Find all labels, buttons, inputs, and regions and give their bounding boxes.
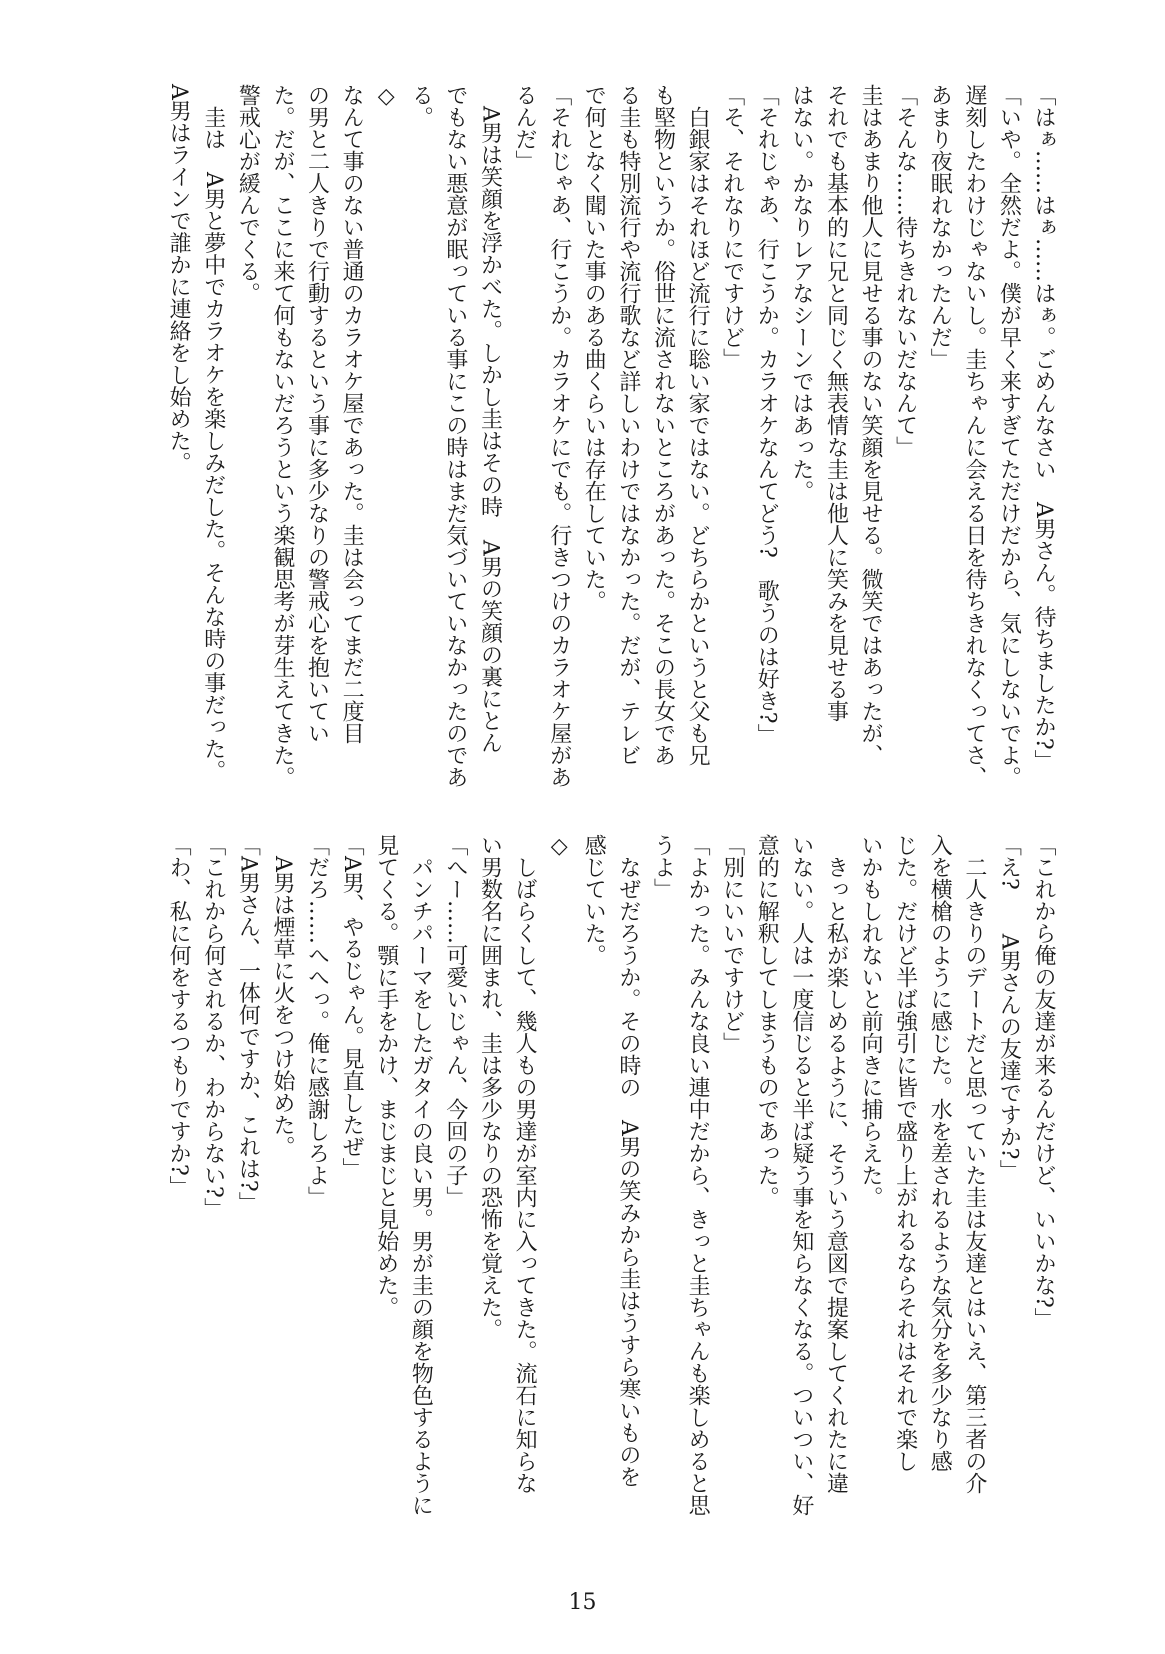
text-column: あまり夜眠れなかったんだ」 [927, 84, 953, 370]
text-block-top [140, 84, 1060, 824]
text-column: いかもしれないと前向きに捕らえた。 [858, 834, 884, 1208]
text-column: A男はラインで誰かに連絡をし始めた。 [166, 84, 192, 474]
text-column: 圭は A男と夢中でカラオケを楽しみだした。そんな時の事だった。 [200, 84, 226, 782]
text-column: 「だろ……へへっ。俺に感謝しろよ」 [304, 834, 330, 1208]
text-column: でもない悪意が眠っている事にこの時はまだ気づいていなかったのであ [442, 84, 468, 788]
text-column: 見てくる。顎に手をかけ、まじまじと見始めた。 [373, 834, 399, 1318]
text-column: 意的に解釈してしまうものであった。 [754, 834, 780, 1208]
text-column: じた。だけど半ば強引に皆で盛り上がれるならそれはそれで楽し [892, 834, 918, 1472]
text-column: 警戒心が緩んでくる。 [235, 84, 261, 304]
text-column: 感じていた。 [581, 834, 607, 966]
text-column: 遅刻したわけじゃないし。圭ちゃんに会える日を待ちきれなくってさ、 [961, 84, 987, 788]
text-column: きっと私が楽しめるように、そういう意図で提案してくれたに違 [823, 834, 849, 1494]
text-column: 「これから何されるか、わからない?」 [200, 834, 226, 1220]
text-column: しばらくして、幾人もの男達が室内に入ってきた。流石に知らな [512, 834, 538, 1494]
text-column: 「A男さん、一体何ですか、これは?」 [235, 834, 261, 1214]
text-column: 「いや。全然だよ。僕が早く来すぎてただけだから、気にしないでよ。 [996, 84, 1022, 788]
text-column: 二人きりのデートだと思っていた圭は友達とはいえ、第三者の介 [961, 834, 987, 1494]
text-column: 「へー……可愛いじゃん、今回の子」 [442, 834, 468, 1208]
text-column: るんだ」 [512, 84, 538, 172]
text-column: 「そんな……待ちきれないだなんて」 [892, 84, 918, 458]
text-column: 入を横槍のように感じた。水を差されるような気分を多少なり感 [927, 834, 953, 1472]
text-column: A男は笑顔を浮かべた。しかし圭はその時 A男の笑顔の裏にとん [477, 84, 503, 754]
text-column: も堅物というか。俗世に流されないところがあった。そこの長女であ [650, 84, 676, 766]
text-column: それでも基本的に兄と同じく無表情な圭は他人に笑みを見せる事 [823, 84, 849, 722]
text-column: 「はぁ……はぁ……はぁ。ごめんなさい A男さん。待ちましたか?」 [1031, 84, 1056, 772]
text-column: る圭も特別流行や流行歌など詳しいわけではなかった。だが、テレビ [615, 84, 641, 766]
text-column: 「そ、それなりにですけど」 [719, 84, 745, 370]
text-column: 「別にいいですけど」 [719, 834, 745, 1054]
text-column: はない。かなりレアなシーンではあった。 [788, 84, 814, 502]
text-column: うよ」 [650, 834, 676, 900]
text-column: ◇ [546, 834, 572, 859]
text-column: なんて事のない普通のカラオケ屋であった。圭は会ってまだ二度目 [339, 84, 365, 744]
text-column: 白銀家はそれほど流行に聡い家ではない。どちらかというと父も兄 [685, 84, 711, 766]
text-column: る。 [408, 84, 434, 128]
text-column: い男数名に囲まれ、圭は多少なりの恐怖を覚えた。 [477, 834, 503, 1340]
text-column: 「わ、私に何をするつもりですか?」 [166, 834, 192, 1198]
text-column: 圭はあまり他人に見せる事のない笑顔を見せる。微笑ではあったが、 [858, 84, 884, 766]
text-column: で何となく聞いた事のある曲くらいは存在していた。 [581, 84, 607, 612]
text-block-bottom [140, 834, 1060, 1574]
text-column: の男と二人きりで行動するという事に多少なりの警戒心を抱いてい [304, 84, 330, 744]
text-column: パンチパーマをしたガタイの良い男。男が圭の顔を物色するように [408, 834, 434, 1516]
text-column: 「え? A男さんの友達ですか?」 [996, 834, 1022, 1182]
page-number: 15 [568, 1590, 597, 1615]
text-column: なぜだろうか。その時の A男の笑みから圭はうすら寒いものを [615, 834, 641, 1488]
text-column: 「それじゃあ、行こうか。カラオケなんてどう? 歌うのは好き?」 [754, 84, 780, 746]
text-column: 「A男、やるじゃん。見直したぜ」 [339, 834, 365, 1180]
text-column: ◇ [373, 84, 399, 109]
text-column: 「それじゃあ、行こうか。カラオケにでも。行きつけのカラオケ屋があ [546, 84, 572, 788]
text-column: た。だが、ここに来て何もないだろうという楽観思考が芽生えてきた。 [269, 84, 295, 788]
text-column: 「これから俺の友達が来るんだけど、いいかな?」 [1031, 834, 1056, 1330]
text-column: いない。人は一度信じると半ば疑う事を知らなくなる。ついつい、好 [788, 834, 814, 1516]
text-column: A男は煙草に火をつけ始めた。 [269, 834, 295, 1158]
text-column: 「よかった。みんな良い連中だから、きっと圭ちゃんも楽しめると思 [685, 834, 711, 1516]
